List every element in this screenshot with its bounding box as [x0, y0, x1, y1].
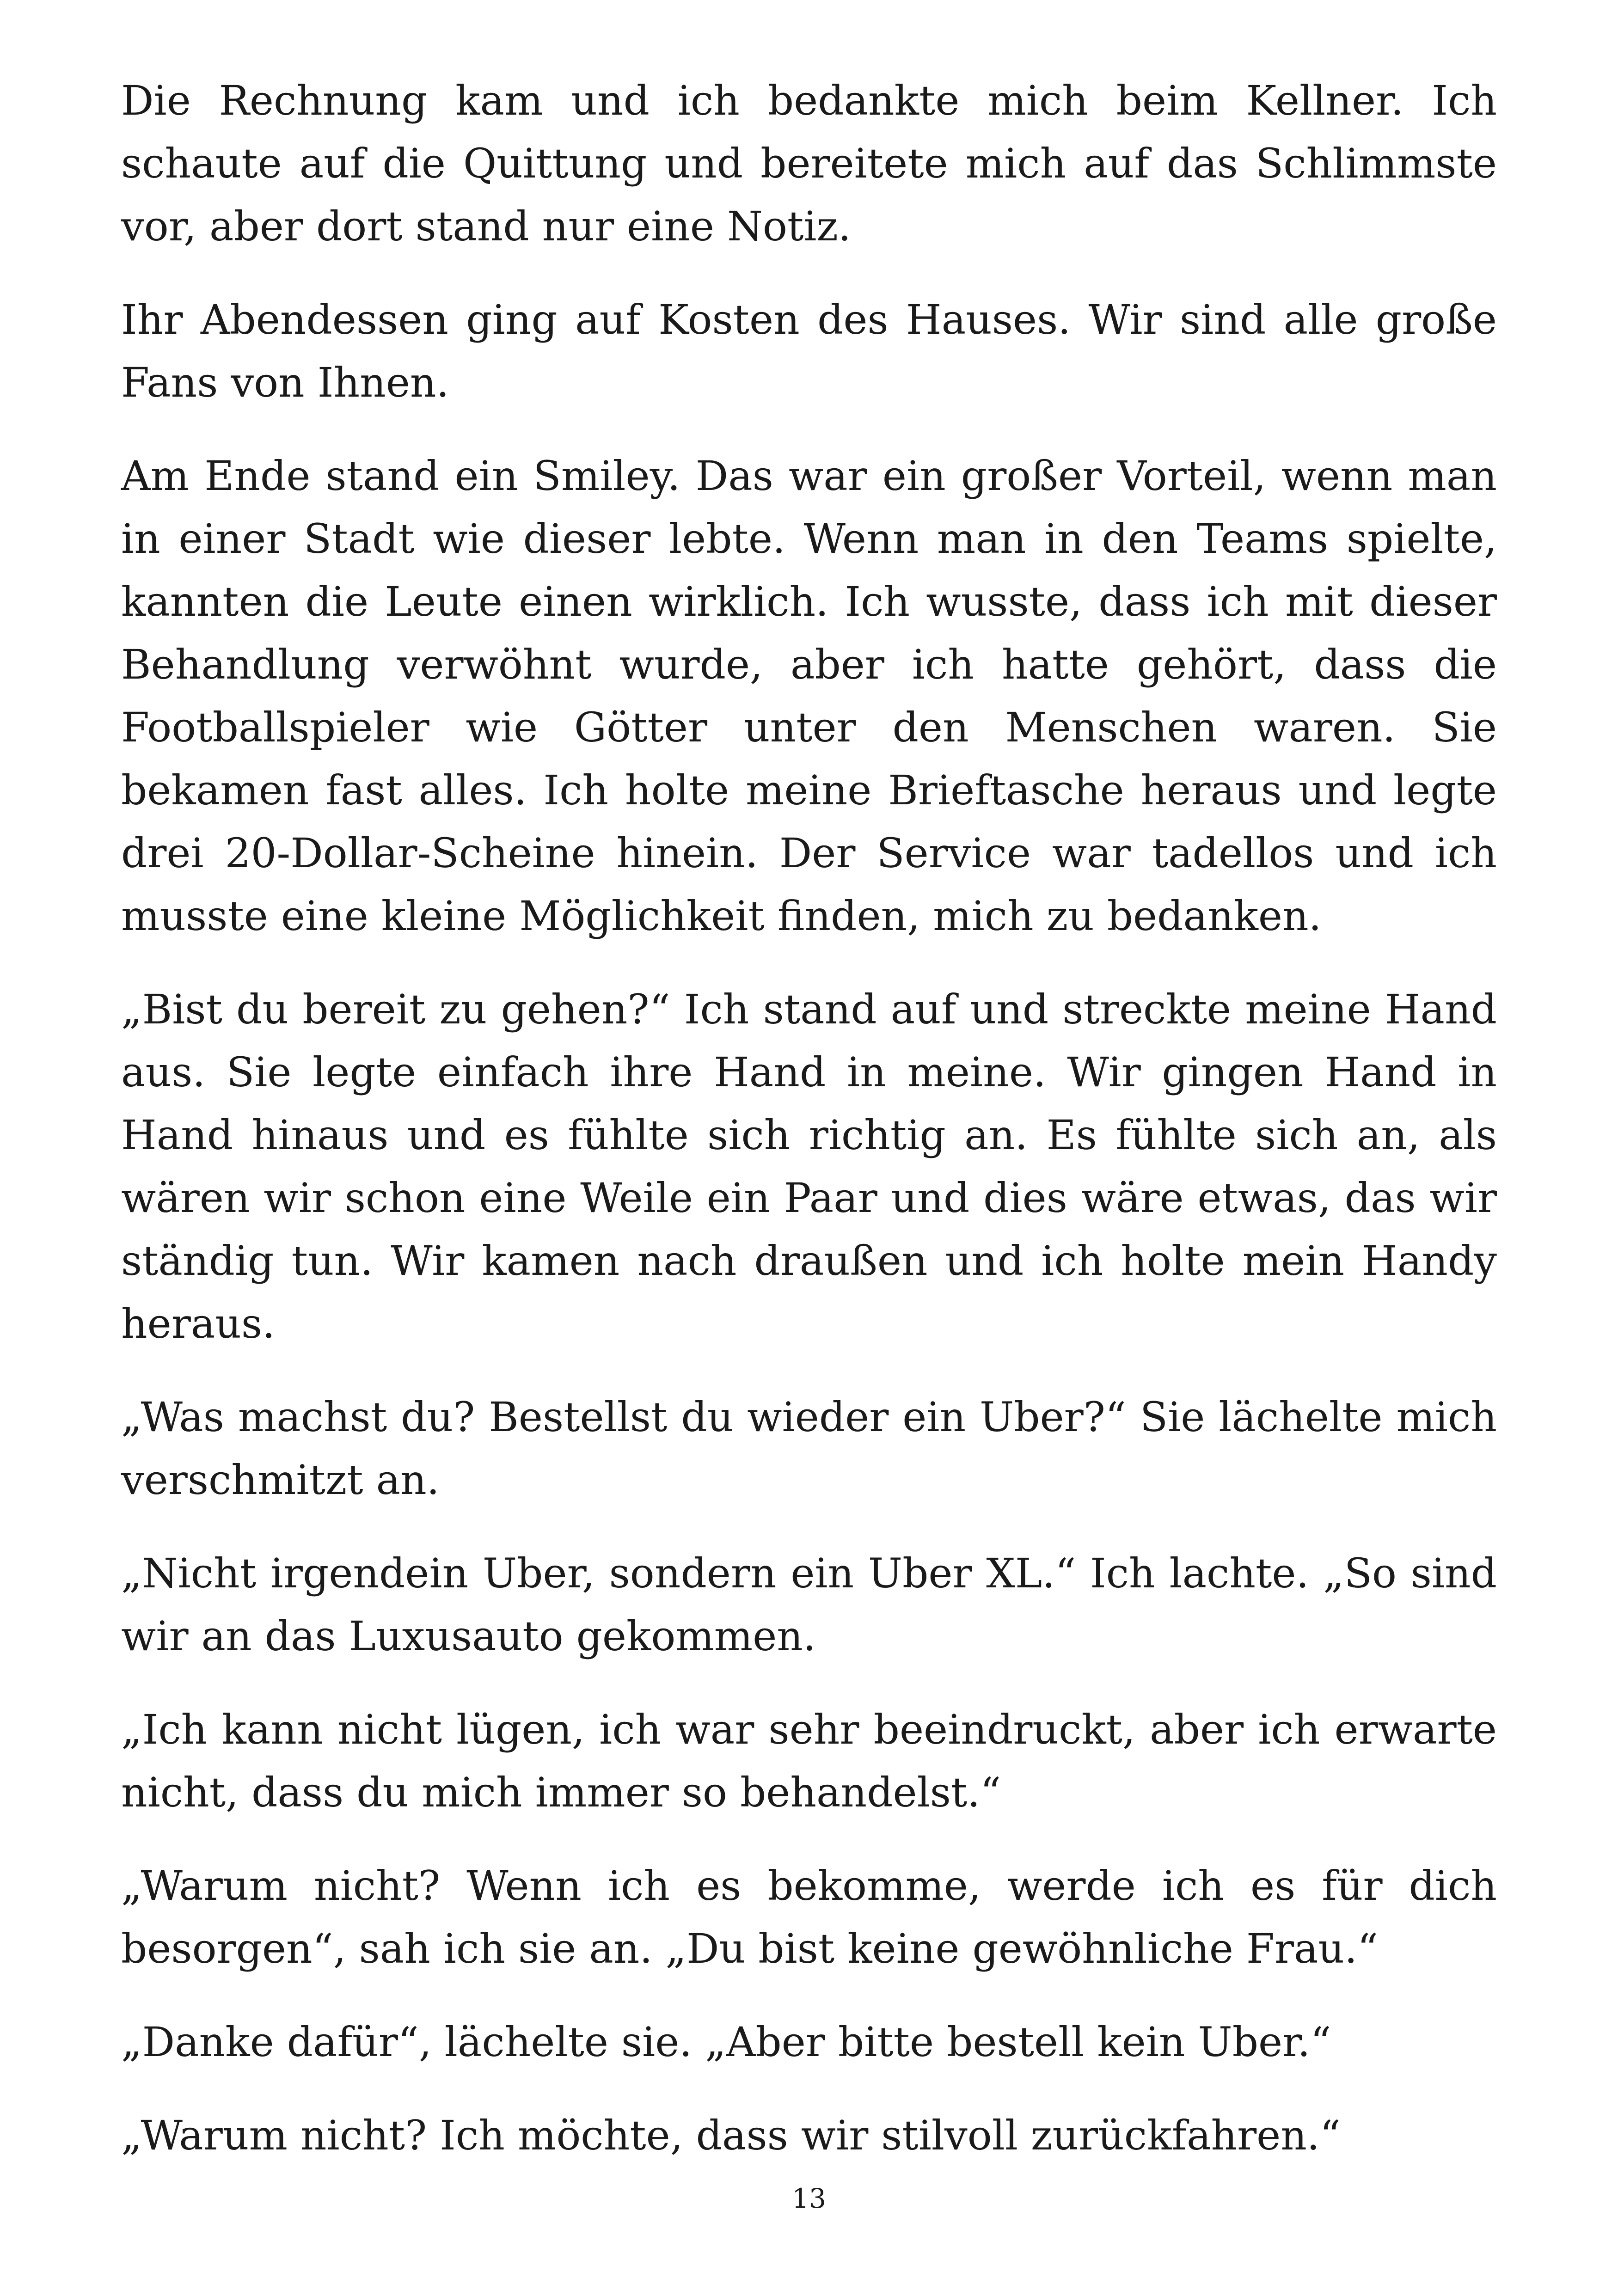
paragraph-10: „Warum nicht? Ich möchte, dass wir stilvoll zurückfahren.“ [121, 2112, 1341, 2159]
paragraph-3: Am Ende stand ein Smiley. Das war ein großer Vorteil, wenn man in einer Stadt wie dieser lebte. Wenn man in den Teams spielte, kannten die Leute einen wirklich. Ich wusste, dass ich mit dieser Behandlung verwöhnt wurde, aber ich hatte gehört, dass die Footballspieler wie Götter unter den Menschen waren. Sie bekamen fast alles. Ich holte meine Brieftasche heraus und legte drei 20-Dollar-Scheine hinein. Der Service war tadellos und ich musste eine kleine Möglichkeit finden, mich zu bedanken. [121, 452, 1497, 940]
paragraph-8: „Warum nicht? Wenn ich es bekomme, werde ich es für dich besorgen“, sah ich sie an. „Du bist keine gewöhnliche Frau.“ [121, 1862, 1497, 1972]
body-text [121, 69, 1497, 2198]
paragraph-2: Ihr Abendessen ging auf Kosten des Hauses. Wir sind alle große Fans von Ihnen. [121, 296, 1497, 406]
paragraph-1: Die Rechnung kam und ich bedankte mich beim Kellner. Ich schaute auf die Quittung und bereitete mich auf das Schlimmste vor, aber dort stand nur eine Notiz. [121, 77, 1497, 250]
paragraph-4: „Bist du bereit zu gehen?“ Ich stand auf und streckte meine Hand aus. Sie legte einfach ihre Hand in meine. Wir gingen Hand in Hand hinaus und es fühlte sich richtig an. Es fühlte sich an, als wären wir schon eine Weile ein Paar und dies wäre etwas, das wir ständig tun. Wir kamen nach draußen und ich holte mein Handy heraus. [121, 986, 1497, 1347]
paragraph-7: „Ich kann nicht lügen, ich war sehr beeindruckt, aber ich erwarte nicht, dass du mich immer so behandelst.“ [121, 1706, 1497, 1816]
page-number: 13 [792, 2183, 826, 2214]
paragraph-9: „Danke dafür“, lächelte sie. „Aber bitte bestell kein Uber.“ [121, 2018, 1331, 2066]
paragraph-6: „Nicht irgendein Uber, sondern ein Uber XL.“ Ich lachte. „So sind wir an das Luxusauto gekommen. [121, 1549, 1497, 1660]
paragraph-5: „Was machst du? Bestellst du wieder ein Uber?“ Sie lächelte mich verschmitzt an. [121, 1393, 1497, 1504]
